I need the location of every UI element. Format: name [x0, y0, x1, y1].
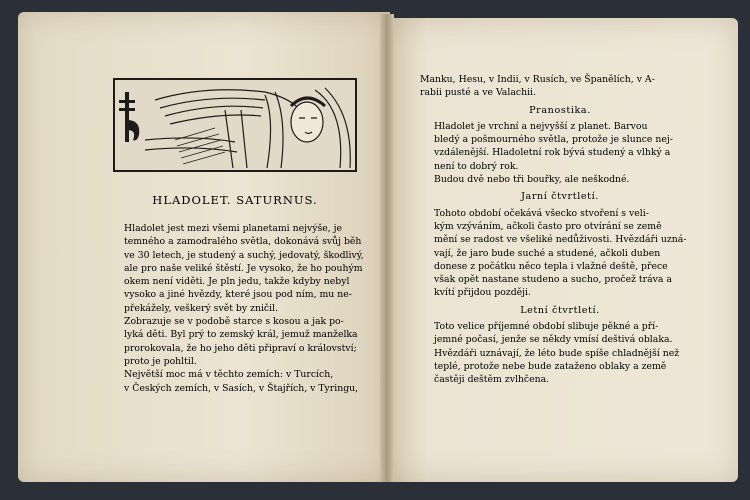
section-title: Pranostika. — [529, 104, 591, 116]
text-line: Manku, Hesu, v Indii, v Rusích, ve Španělích, v A- — [420, 74, 655, 85]
text-line: okem není viděti. Je pln jedu, takže kdyby nebyl — [124, 276, 350, 288]
paragraph — [420, 207, 700, 300]
text-line: rabii pusté a ve Valachii. — [420, 87, 536, 99]
text-line: však opět nastane studeno a sucho, pročež tráva a — [434, 274, 672, 286]
text-line: Hvězdáři uznávají, že léto bude spíše chladnější než — [434, 347, 680, 359]
book-gutter — [380, 14, 394, 482]
paragraph — [110, 315, 360, 368]
text-line: jemné počasí, jenže se někdy vmísí deštivá oblaka. — [434, 334, 673, 346]
text-line: bledý a pošmourného světla, protože je slunce nej- — [434, 134, 673, 146]
text-line: Největší moc má v těchto zemích: v Turcích, — [124, 369, 334, 381]
paragraph — [110, 368, 360, 395]
section-title: Jarní čtvrtletí. — [521, 191, 599, 203]
paragraph — [420, 320, 700, 386]
intro-paragraph — [420, 73, 700, 100]
text-line: proto je pohltil. — [124, 355, 197, 367]
text-line: kvítí přijdou později. — [434, 287, 531, 299]
text-line: ale pro naše veliké štěstí. Je vysoko, že ho pouhým — [124, 262, 363, 274]
saturn-woodcut-illustration — [113, 78, 357, 172]
text-line: Hladolet je vrchní a nejvyšší z planet. Barvou — [434, 120, 648, 132]
text-line: vají, že jaro bude suché a studené, ačkoli duben — [434, 247, 661, 259]
text-line: častěji deštěm zvlhčena. — [434, 374, 550, 386]
text-line: Hladolet jest mezi všemi planetami nejvýše, je — [124, 223, 343, 234]
text-line: donese z počátku něco tepla i vlažné deště, přece — [434, 260, 668, 272]
text-line: vysoko a jiné hvězdy, které jsou pod ním, mu ne- — [124, 289, 352, 301]
text-line: vzdálenější. Hladoletní rok bývá studený a vlhký a — [434, 147, 671, 159]
text-line: překážely, veškerý svět by zničil. — [124, 302, 279, 314]
text-line: ve 30 letech, je studený a suchý, jedovatý, škodlivý, — [124, 249, 364, 261]
text-line: Toto velice příjemné období slibuje pěkné a pří- — [434, 321, 659, 333]
text-line: kým vzýváním, ačkoli často pro otvírání se země — [434, 220, 662, 232]
paragraph — [420, 173, 700, 186]
text-line: lyká děti. Byl prý to zemský král, jemuž manželka — [124, 329, 358, 341]
text-line: prorokovala, že ho jeho děti připraví o království; — [124, 342, 357, 354]
text-line: Tohoto období očekává všecko stvoření s veli- — [434, 207, 649, 219]
left-page-text — [110, 222, 364, 395]
text-line: není to dobrý rok. — [434, 160, 519, 172]
text-line: mění se radost ve všeliké nedůživosti. Hvězdáři uzná- — [434, 234, 687, 246]
text-line: temného a zamodralého světla, dokonává svůj běh — [124, 236, 362, 248]
section-title: Letní čtvrtletí. — [520, 304, 600, 316]
paragraph — [420, 120, 700, 173]
text-line: teplé, protože nebe bude zataženo oblaky a země — [434, 360, 667, 372]
paragraph — [110, 222, 364, 315]
text-line: Budou dvě nebo tři bouřky, ale neškodné. — [434, 174, 630, 186]
text-line: v Českých zemích, v Sasích, v Štajřích, v Tyringu, — [124, 382, 359, 394]
chapter-heading: HLADOLET. SATURNUS. — [152, 193, 318, 207]
text-line: Zobrazuje se v podobě starce s kosou a jak po- — [124, 316, 344, 328]
right-page-text — [420, 73, 700, 387]
